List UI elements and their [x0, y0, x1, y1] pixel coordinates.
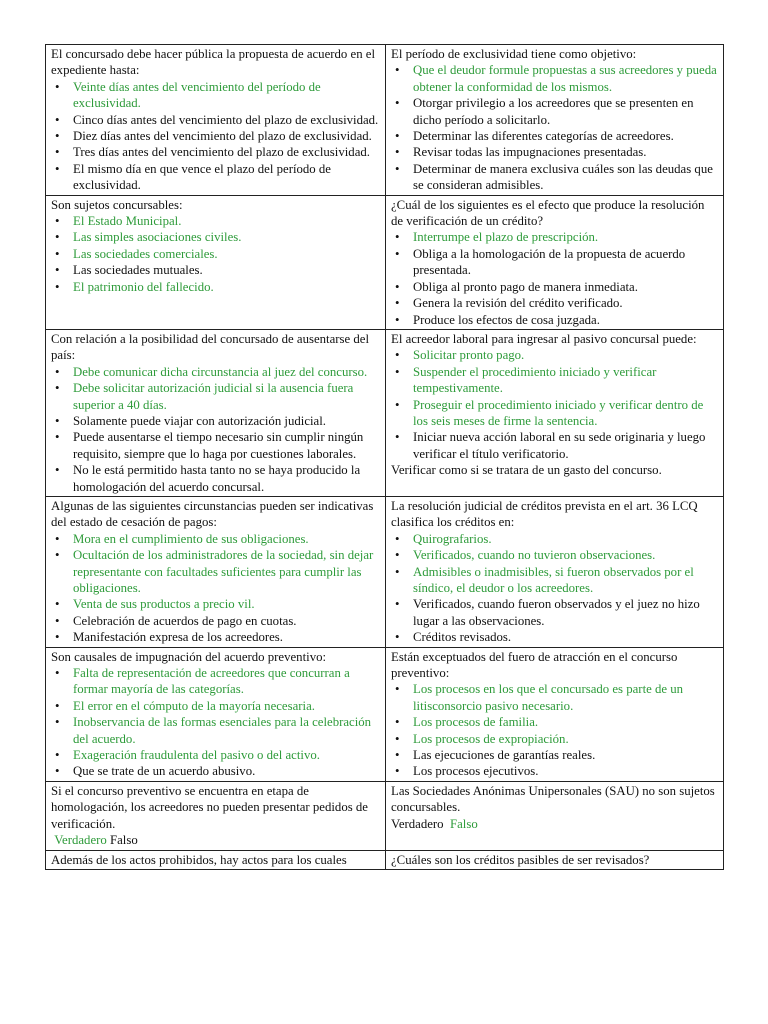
answer-option-correct: • Las simples asociaciones civiles.	[51, 229, 381, 245]
answer-options-list	[51, 364, 381, 495]
answer-option-correct: • Ocultación de los administradores de la sociedad, sin dejar representante con facultades suficientes para cumplir las obligaciones.	[51, 547, 381, 596]
question-cell	[386, 329, 724, 496]
answer-options-list	[51, 213, 381, 295]
answer-option: • Determinar las diferentes categorías de acreedores.	[391, 128, 719, 144]
answer-option: • Revisar todas las impugnaciones presentadas.	[391, 144, 719, 160]
answer-option: • Determinar de manera exclusiva cuáles son las deudas que se consideran admisibles.	[391, 161, 719, 194]
answer-option: • Produce los efectos de cosa juzgada.	[391, 312, 719, 328]
question-cell	[386, 850, 724, 869]
answer-option: • Las ejecuciones de garantías reales.	[391, 747, 719, 763]
question-text: ¿Cuál de los siguientes es el efecto que produce la resolución de verificación de un crédito?	[391, 197, 705, 229]
answer-option-correct: • Debe comunicar dicha circunstancia al juez del concurso.	[51, 364, 381, 380]
question-text: Son causales de impugnación del acuerdo preventivo:	[51, 649, 327, 664]
answer-options-list	[391, 531, 719, 646]
answer-option: • Obliga al pronto pago de manera inmediata.	[391, 279, 719, 295]
question-cell	[46, 647, 386, 781]
answer-option: • Tres días antes del vencimiento del plazo de exclusividad.	[51, 144, 381, 160]
table-row	[46, 496, 724, 647]
answer-options-list	[391, 681, 719, 779]
answer-option-correct: • El error en el cómputo de la mayoría necesaria.	[51, 698, 381, 714]
answer-option-correct: • Quirografarios.	[391, 531, 719, 547]
answer-option-correct: • Veinte días antes del vencimiento del período de exclusividad.	[51, 79, 381, 112]
question-text: El concursado debe hacer pública la propuesta de acuerdo en el expediente hasta:	[51, 47, 376, 78]
table-row	[46, 329, 724, 496]
question-text: ¿Cuáles son los créditos pasibles de ser revisados?	[391, 852, 650, 867]
answer-option-correct: • El Estado Municipal.	[51, 213, 381, 229]
question-text: Algunas de las siguientes circunstancias pueden ser indicativas del estado de cesación de pagos:	[51, 498, 374, 530]
question-cell	[46, 496, 386, 647]
answer-options-list	[391, 347, 719, 462]
answer-option-correct: • Proseguir el procedimiento iniciado y verificar dentro de los seis meses de firme la sentencia.	[391, 397, 719, 430]
answer-option: • Celebración de acuerdos de pago en cuotas.	[51, 613, 381, 629]
answer-option: • Puede ausentarse el tiempo necesario sin cumplir ningún requisito, siempre que lo haga por cuestiones laborales.	[51, 429, 381, 462]
question-cell	[386, 195, 724, 329]
answer-option-correct: • Interrumpe el plazo de prescripción.	[391, 229, 719, 245]
quiz-table	[45, 44, 724, 870]
answer-option-correct: • Las sociedades comerciales.	[51, 246, 381, 262]
answer-option-correct: • Debe solicitar autorización judicial si la ausencia fuera superior a 40 días.	[51, 380, 381, 413]
question-cell	[386, 45, 724, 196]
answer-option: • Manifestación expresa de los acreedores.	[51, 629, 381, 645]
answer-option-correct: • Inobservancia de las formas esenciales para la celebración del acuerdo.	[51, 714, 381, 747]
question-cell	[46, 329, 386, 496]
answer-option-correct: • Solicitar pronto pago.	[391, 347, 719, 363]
false-option: Falso	[110, 833, 138, 848]
question-cell	[46, 850, 386, 869]
answer-option-correct: • El patrimonio del fallecido.	[51, 279, 381, 295]
true-false-answers	[51, 832, 381, 848]
answer-option: • Otorgar privilegio a los acreedores que se presenten en dicho período a solicitarlo.	[391, 95, 719, 128]
answer-option: • Diez días antes del vencimiento del plazo de exclusividad.	[51, 128, 381, 144]
quiz-table-body	[46, 45, 724, 870]
answer-option: • Las sociedades mutuales.	[51, 262, 381, 278]
answer-option-correct: • Verificados, cuando no tuvieron observaciones.	[391, 547, 719, 563]
table-row	[46, 45, 724, 196]
answer-options-list	[391, 229, 719, 327]
answer-options-list	[391, 62, 719, 193]
answer-option-correct: • Exageración fraudulenta del pasivo o del activo.	[51, 747, 381, 763]
answer-option-correct: • Falta de representación de acreedores que concurran a formar mayoría de las categorías.	[51, 665, 381, 698]
answer-option-correct: • Mora en el cumplimiento de sus obligaciones.	[51, 531, 381, 547]
question-cell	[46, 781, 386, 850]
answer-extra-line: Verificar como si se tratara de un gasto del concurso.	[391, 463, 662, 478]
answer-option: • Créditos revisados.	[391, 629, 719, 645]
question-cell	[386, 496, 724, 647]
answer-option-correct: • Que el deudor formule propuestas a sus acreedores y pueda obtener la conformidad de los mismos.	[391, 62, 719, 95]
table-row	[46, 647, 724, 781]
false-option: Falso	[450, 816, 478, 831]
question-text: Además de los actos prohibidos, hay actos para los cuales	[51, 852, 347, 867]
answer-option: • Genera la revisión del crédito verificado.	[391, 295, 719, 311]
question-text: Con relación a la posibilidad del concursado de ausentarse del país:	[51, 331, 370, 363]
table-row	[46, 195, 724, 329]
answer-options-list	[51, 531, 381, 646]
answer-option: • No le está permitido hasta tanto no se haya producido la homologación del acuerdo concursal.	[51, 462, 381, 495]
question-cell	[386, 781, 724, 850]
answer-option-correct: • Suspender el procedimiento iniciado y verificar tempestivamente.	[391, 364, 719, 397]
answer-option: • Solamente puede viajar con autorización judicial.	[51, 413, 381, 429]
answer-option-correct: • Los procesos de expropiación.	[391, 731, 719, 747]
question-cell	[386, 647, 724, 781]
table-row	[46, 850, 724, 869]
answer-option-correct: • Admisibles o inadmisibles, si fueron observados por el síndico, el deudor o los acreedores.	[391, 564, 719, 597]
answer-option: • El mismo día en que vence el plazo del período de exclusividad.	[51, 161, 381, 194]
question-text: Son sujetos concursables:	[51, 197, 183, 212]
question-text: Las Sociedades Anónimas Unipersonales (SAU) no son sujetos concursables.	[391, 783, 715, 815]
question-text: Si el concurso preventivo se encuentra en etapa de homologación, los acreedores no pueden presentar pedidos de verificación.	[51, 783, 368, 831]
answer-option-correct: • Los procesos de familia.	[391, 714, 719, 730]
question-text: Están exceptuados del fuero de atracción en el concurso preventivo:	[391, 649, 678, 681]
question-text: El período de exclusividad tiene como objetivo:	[391, 47, 637, 61]
true-false-answers	[391, 816, 719, 832]
answer-option: • Obliga a la homologación de la propuesta de acuerdo presentada.	[391, 246, 719, 279]
answer-option-correct: • Venta de sus productos a precio vil.	[51, 596, 381, 612]
true-option: Verdadero	[391, 816, 444, 831]
question-cell	[46, 195, 386, 329]
table-row	[46, 781, 724, 850]
answer-option: • Cinco días antes del vencimiento del plazo de exclusividad.	[51, 112, 381, 128]
answer-options-list	[51, 665, 381, 780]
true-option: Verdadero	[54, 833, 107, 848]
answer-option: • Que se trate de un acuerdo abusivo.	[51, 763, 381, 779]
answer-option: • Verificados, cuando fueron observados y el juez no hizo lugar a las observaciones.	[391, 596, 719, 629]
answer-option: • Los procesos ejecutivos.	[391, 763, 719, 779]
question-cell	[46, 45, 386, 196]
question-text: La resolución judicial de créditos prevista en el art. 36 LCQ clasifica los créditos en:	[391, 498, 698, 530]
answer-option-correct: • Los procesos en los que el concursado es parte de un litisconsorcio pasivo necesario.	[391, 681, 719, 714]
answer-option: • Iniciar nueva acción laboral en su sede originaria y luego verificar el título verificatorio.	[391, 429, 719, 462]
answer-options-list	[51, 79, 381, 194]
question-text: El acreedor laboral para ingresar al pasivo concursal puede:	[391, 331, 697, 346]
